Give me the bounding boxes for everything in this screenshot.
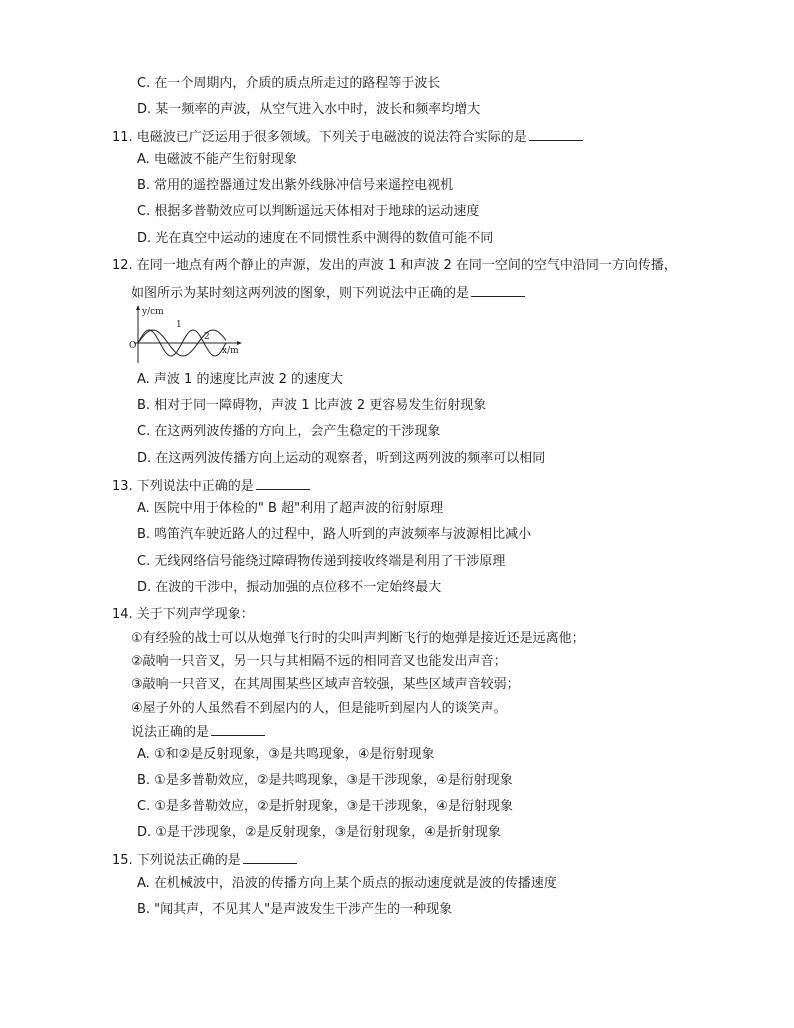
q11-option-d: D. 光在真空中运动的速度在不同惯性系中测得的数值可能不同 — [137, 231, 494, 246]
q14-statement-4: ④屋子外的人虽然看不到屋内的人，但是能听到屋内人的谈笑声。 — [131, 701, 507, 716]
wave-2-label: 2 — [204, 332, 210, 342]
wave-graph — [124, 303, 244, 365]
answer-blank — [529, 128, 583, 141]
q12-option-c: C. 在这两列波传播的方向上，会产生稳定的干涉现象 — [137, 424, 441, 439]
y-axis-arrow — [136, 305, 140, 310]
q13-option-c: C. 无线网络信号能绕过障碍物传递到接收终端是利用了干涉原理 — [137, 554, 506, 569]
q12-option-a: A. 声波 1 的速度比声波 2 的速度大 — [137, 372, 344, 387]
q11-option-a: A. 电磁波不能产生衍射现象 — [137, 152, 297, 167]
q12-option-b: B. 相对于同一障碍物，声波 1 比声波 2 更容易发生衍射现象 — [137, 398, 487, 413]
q10-option-d: D. 某一频率的声波，从空气进入水中时，波长和频率均增大 — [137, 102, 481, 117]
wave-figure — [124, 303, 244, 365]
q14-stem: 14. 关于下列声学现象： — [112, 607, 254, 622]
q12-stem-line2 — [131, 284, 525, 303]
answer-blank — [211, 723, 265, 736]
q11-stem — [112, 128, 583, 147]
q13-option-b: B. 鸣笛汽车驶近路人的过程中，路人听到的声波频率与波源相比减小 — [137, 527, 532, 542]
q12-stem-text: 如图所示为某时刻这两列波的图象，则下列说法中正确的是 — [131, 286, 470, 301]
q14-statement-3: ③敲响一只音叉，在其周围某些区域声音较强，某些区域声音较弱； — [131, 677, 520, 692]
q14-option-d: D. ①是干涉现象，②是反射现象，③是衍射现象，④是折射现象 — [137, 825, 501, 840]
q14-statement-1: ①有经验的战士可以从炮弹飞行时的尖叫声判断飞行的炮弹是接近还是远离他； — [131, 631, 585, 646]
q12-stem-line1: 12. 在同一地点有两个静止的声源，发出的声波 1 和声波 2 在同一空间的空气中沿同一方向传播， — [112, 258, 677, 273]
q12-option-d: D. 在这两列波传播方向上运动的观察者，听到这两列波的频率可以相同 — [137, 451, 546, 466]
q13-option-d: D. 在波的干涉中，振动加强的点位移不一定始终最大 — [137, 580, 442, 595]
q13-stem-text: 13. 下列说法中正确的是 — [112, 479, 254, 494]
q14-statement-2: ②敲响一只音叉，另一只与其相隔不远的相同音叉也能发出声音； — [131, 654, 507, 669]
q15-option-a: A. 在机械波中，沿波的传播方向上某个质点的振动速度就是波的传播速度 — [137, 876, 557, 891]
q15-stem — [112, 851, 297, 870]
answer-blank — [471, 284, 525, 297]
y-axis-label: y/cm — [142, 307, 164, 317]
q11-option-b: B. 常用的遥控器通过发出紫外线脉冲信号来遥控电视机 — [137, 178, 454, 193]
q11-stem-text: 11. 电磁波已广泛运用于很多领域。下列关于电磁波的说法符合实际的是 — [112, 130, 527, 145]
answer-blank — [256, 477, 310, 490]
q11-option-c: C. 根据多普勒效应可以判断遥远天体相对于地球的运动速度 — [137, 204, 480, 219]
q14-option-c: C. ①是多普勒效应，②是折射现象，③是干涉现象，④是衍射现象 — [137, 799, 513, 814]
origin-label: O — [129, 341, 137, 351]
q14-option-a: A. ①和②是反射现象，③是共鸣现象，④是衍射现象 — [137, 747, 435, 762]
x-axis-arrow — [237, 341, 242, 345]
answer-blank — [243, 851, 297, 864]
q14-option-b: B. ①是多普勒效应，②是共鸣现象，③是干涉现象，④是衍射现象 — [137, 773, 513, 788]
q14-prompt — [131, 723, 265, 742]
q15-option-b: B. "闻其声，不见其人"是声波发生干涉产生的一种现象 — [137, 902, 453, 917]
q13-stem — [112, 477, 310, 496]
q15-stem-text: 15. 下列说法正确的是 — [112, 853, 241, 868]
wave-1-label: 1 — [176, 320, 182, 330]
q14-prompt-text: 说法正确的是 — [131, 725, 210, 740]
q13-option-a: A. 医院中用于体检的" B 超"利用了超声波的衍射原理 — [137, 501, 444, 516]
x-axis-label: x/m — [222, 346, 239, 356]
q10-option-c: C. 在一个周期内，介质的质点所走过的路程等于波长 — [137, 76, 441, 91]
